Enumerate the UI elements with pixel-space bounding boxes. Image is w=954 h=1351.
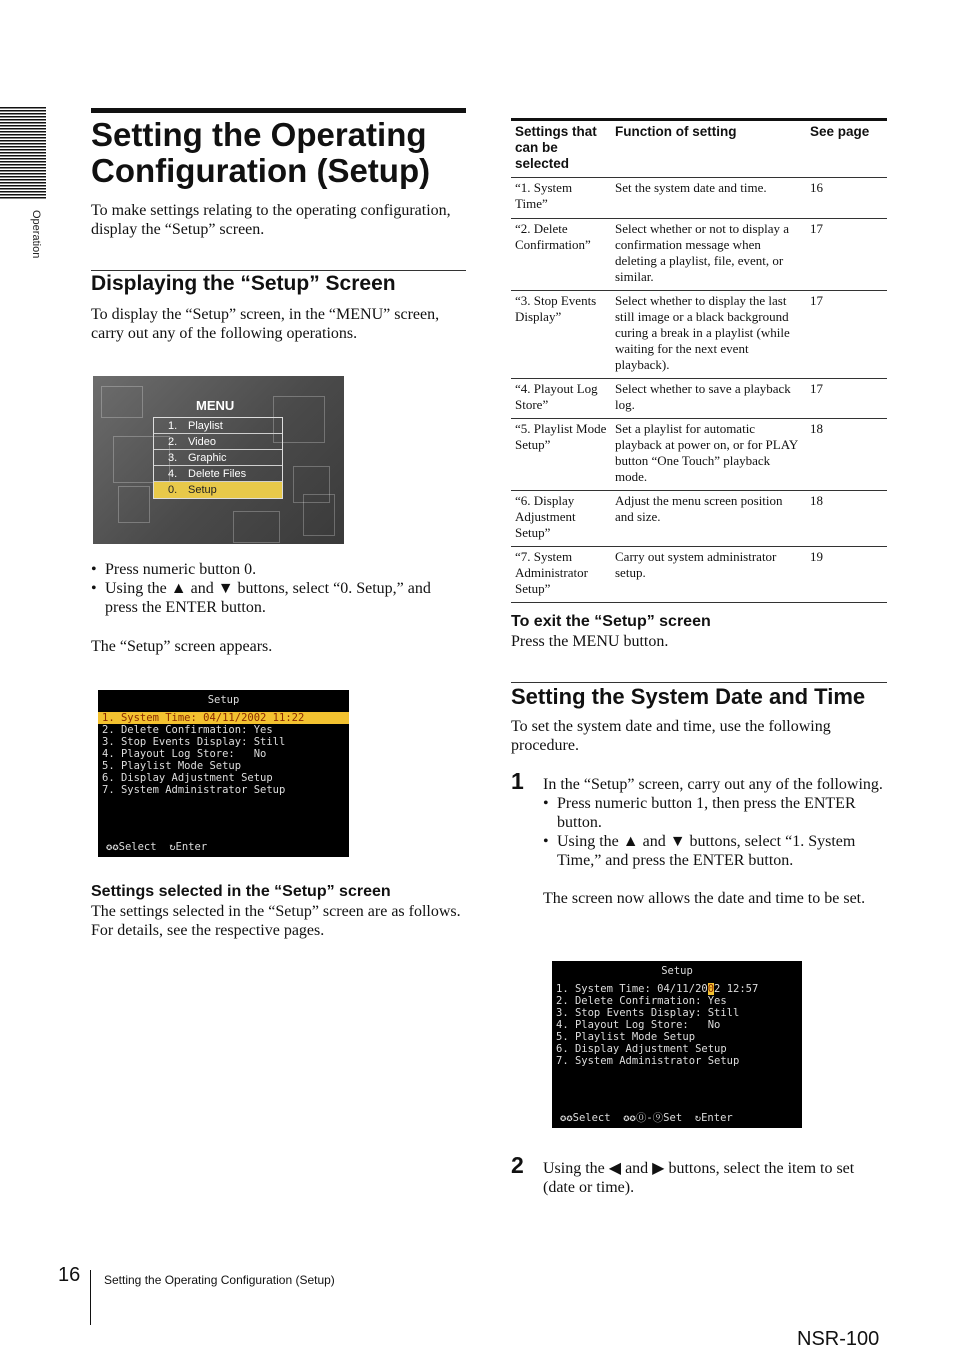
menu-item-video[interactable]: 2. Video [154,434,282,450]
cell-function: Select whether or not to display a confirmation message when deleting a playlist, file, event, or similar. [615,221,790,284]
intro-text: To make settings relating to the operating configuration, display the “Setup” screen. [91,202,451,238]
cell-function: Set the system date and time. [615,180,767,195]
step1-bullet: • Press numeric button 1, then press the ENTER button. [543,794,883,832]
bullet-item: • Press numeric button 0. [91,560,461,579]
section2-heading: Setting the System Date and Time [511,684,866,709]
side-tab-label: Operation [30,210,42,259]
section2-text: To set the system date and time, use the following procedure. [511,718,831,754]
step1-after-text: The screen now allows the date and time to be set. [543,890,866,907]
cell-function: Select whether to save a playback log. [615,381,791,412]
cell-function: Set a playlist for automatic playback at power on, or for PLAY button “One Touch” playback mode. [615,421,798,484]
setup2-cursor[interactable]: 0 [707,983,715,995]
model-name: NSR-100 [797,1329,880,1350]
title-line-1: Setting the Operating [91,116,427,153]
step1-number: 1 [511,768,524,794]
section1-heading: Displaying the “Setup” Screen [91,272,396,295]
table-row [511,547,887,603]
setup-line-playout-log[interactable]: 4. Playout Log Store: No [102,748,267,760]
setup-appears-text: The “Setup” screen appears. [91,638,273,655]
menu-item-playlist[interactable]: 1. Playlist [154,418,282,434]
table-row [511,291,887,379]
menu-list [153,417,283,499]
cell-page: 17 [810,293,823,308]
menu-screenshot [93,376,344,544]
cell-setting: “6. Display Adjustment Setup” [515,493,576,540]
cell-setting: “1. System Time” [515,180,573,211]
menu-bullets [91,560,461,617]
bullet-item: • Using the ▲ and ▼ buttons, select “0. Setup,” and press the ENTER button. [91,579,461,617]
section1-text: To display the “Setup” screen, in the “MENU” screen, carry out any of the following operations. [91,306,440,342]
settings-heading: Settings selected in the “Setup” screen [91,883,391,900]
setup-footer-hints: ✪✪Select ↻Enter [106,841,208,853]
header-see-page: See page [810,124,870,139]
title-rule [91,108,466,113]
table-row [511,491,887,547]
exit-heading: To exit the “Setup” screen [511,613,711,630]
cell-setting: “7. System Administrator Setup” [515,549,588,596]
cell-page: 16 [810,180,823,195]
section1-rule [91,270,466,271]
title-line-2: Configuration (Setup) [91,152,431,189]
cell-page: 19 [810,549,823,564]
cell-function: Carry out system administrator setup. [615,549,777,580]
cell-setting: “5. Playlist Mode Setup” [515,421,607,452]
step1-bullet: • Using the ▲ and ▼ buttons, select “1. System Time,” and press the ENTER button. [543,832,883,870]
setup2-line[interactable]: 4. Playout Log Store: No [556,1019,721,1031]
exit-text: Press the MENU button. [511,633,669,650]
setup2-title: Setup [661,965,693,977]
setup2-line[interactable]: 6. Display Adjustment Setup [556,1043,727,1055]
menu-item-setup[interactable]: 0. Setup [154,482,282,498]
header-function: Function of setting [615,124,737,139]
cell-setting: “3. Stop Events Display” [515,293,597,324]
menu-title: MENU [196,398,235,413]
setup2-line[interactable]: 5. Playlist Mode Setup [556,1031,696,1043]
setup-line-playlist-mode[interactable]: 5. Playlist Mode Setup [102,760,242,772]
step1-body [543,775,883,908]
cell-setting: “4. Playout Log Store” [515,381,598,412]
footer-divider [90,1270,91,1325]
setup-line-system-time[interactable]: 1. System Time: 04/11/2002 11:22 [98,712,349,724]
table-row [511,379,887,419]
menu-item-graphic[interactable]: 3. Graphic [154,450,282,466]
setup2-line[interactable]: 3. Stop Events Display: Still [556,1007,740,1019]
step2-number: 2 [511,1152,524,1178]
running-title: Setting the Operating Configuration (Setup) [104,1273,335,1287]
cell-page: 18 [810,493,823,508]
setup-title: Setup [207,694,240,706]
setup2-line[interactable]: 7. System Administrator Setup [556,1055,740,1067]
setup-screenshot-1 [98,690,349,857]
header-settings: Settings that can be selected [515,124,597,171]
step1-text: In the “Setup” screen, carry out any of the following. [543,776,883,793]
settings-table [511,118,887,603]
setup-line-stop-events[interactable]: 3. Stop Events Display: Still [102,736,286,748]
menu-item-delete-files[interactable]: 4. Delete Files [154,466,282,482]
page-number: 16 [58,1264,81,1286]
setup-screenshot-2 [552,961,802,1128]
table-row [511,178,887,219]
setup-line-display-adjustment[interactable]: 6. Display Adjustment Setup [102,772,273,784]
table-row [511,219,887,291]
cell-function: Select whether to display the last still image or a black background curing a break in a playlist (while waiting for the next event playback). [615,293,790,372]
table-row [511,419,887,491]
cell-page: 18 [810,421,823,436]
section2-rule [511,682,887,683]
setup-line-delete-confirmation[interactable]: 2. Delete Confirmation: Yes [102,724,273,736]
setup2-line[interactable]: 2. Delete Confirmation: Yes [556,995,727,1007]
page-title [91,117,471,189]
cell-page: 17 [810,381,823,396]
setup2-footer-hints: ✪✪Select ✪✪⓪-⑨Set ↻Enter [560,1112,733,1124]
settings-text: The settings selected in the “Setup” screen are as follows. For details, see the respective pages. [91,903,461,939]
cell-function: Adjust the menu screen position and size. [615,493,783,524]
thumb-tab [0,107,46,199]
setup2-line-system-time[interactable]: 1. System Time: 04/11/2002 12:57 [556,983,759,995]
step2-text: Using the ◀ and ▶ buttons, select the item to set (date or time). [543,1160,855,1196]
setup-line-system-admin[interactable]: 7. System Administrator Setup [102,784,286,796]
cell-setting: “2. Delete Confirmation” [515,221,591,252]
cell-page: 17 [810,221,823,236]
table-header-row [511,120,887,178]
